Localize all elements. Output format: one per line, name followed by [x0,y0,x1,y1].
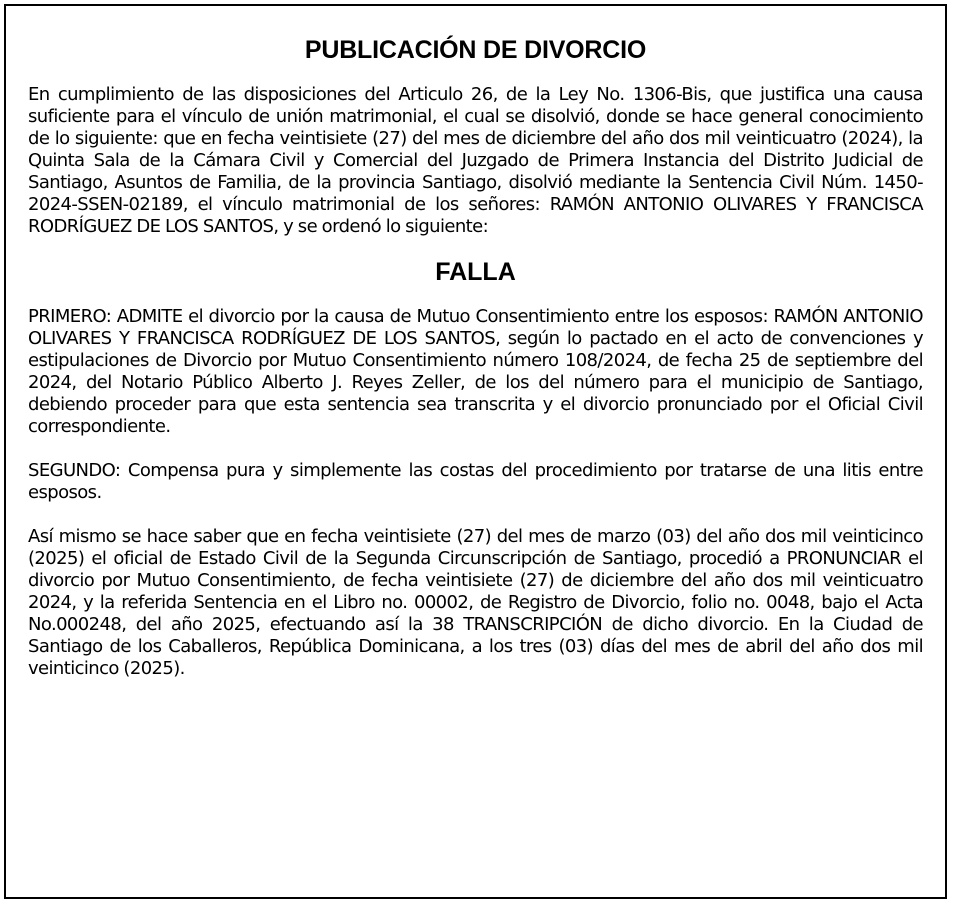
intro-paragraph: En cumplimiento de las disposiciones del Articulo 26, de la Ley No. 1306-Bis, que justifica una causa suficiente para el vínculo de unión matrimonial, el cual se disolvió, donde se hace general conocimiento de lo siguiente: que en fecha veintisiete (27) del mes de diciembre del año dos mil veinticuatro (2024), la Quinta Sala de la Cámara Civil y Comercial del Juzgado de Primera Instancia del Distrito Judicial de Santiago, Asuntos de Familia, de la provincia Santiago, disolvió mediante la Sentencia Civil Núm. 1450-2024-SSEN-02189, el vínculo matrimonial de los señores: RAMÓN ANTONIO OLIVARES Y FRANCISCA RODRÍGUEZ DE LOS SANTOS, y se ordenó lo siguiente: [28,84,923,237]
notice-body [28,34,923,680]
falla-heading: FALLA [435,258,516,286]
notice-title: PUBLICACIÓN DE DIVORCIO [304,36,647,64]
primero-paragraph: PRIMERO: ADMITE el divorcio por la causa de Mutuo Consentimiento entre los esposos: RAMÓN ANTONIO OLIVARES Y FRANCISCA RODRÍGUEZ DE LOS SANTOS, según lo pactado en el acto de convenciones y estipulaciones de Divorcio por Mutuo Consentimiento número 108/2024, de fecha 25 de septiembre del 2024, del Notario Público Alberto J. Reyes Zeller, de los del número para el municipio de Santiago, debiendo proceder para que esta sentencia sea transcrita y el divorcio pronunciado por el Oficial Civil correspondiente. [28,306,923,437]
segundo-paragraph: SEGUNDO: Compensa pura y simplemente las costas del procedimiento por tratarse de una litis entre esposos. [28,460,923,503]
paragraph-spacer [28,504,923,526]
legal-notice-frame [4,4,947,899]
closing-paragraph: Así mismo se hace saber que en fecha veintisiete (27) del mes de marzo (03) del año dos mil veinticinco (2025) el oficial de Estado Civil de la Segunda Circunscripción de Santiago, procedió a PRONUNCIAR el divorcio por Mutuo Consentimiento, de fecha veintisiete (27) de diciembre del año dos mil veinticuatro 2024, y la referida Sentencia en el Libro no. 00002, de Registro de Divorcio, folio no. 0048, bajo el Acta No.000248, del año 2025, efectuando así la 38 TRANSCRIPCIÓN de dicho divorcio. En la Ciudad de Santiago de los Caballeros, República Dominicana, a los tres (03) días del mes de abril del año dos mil veinticinco (2025). [28,526,923,679]
paragraph-spacer [28,438,923,460]
